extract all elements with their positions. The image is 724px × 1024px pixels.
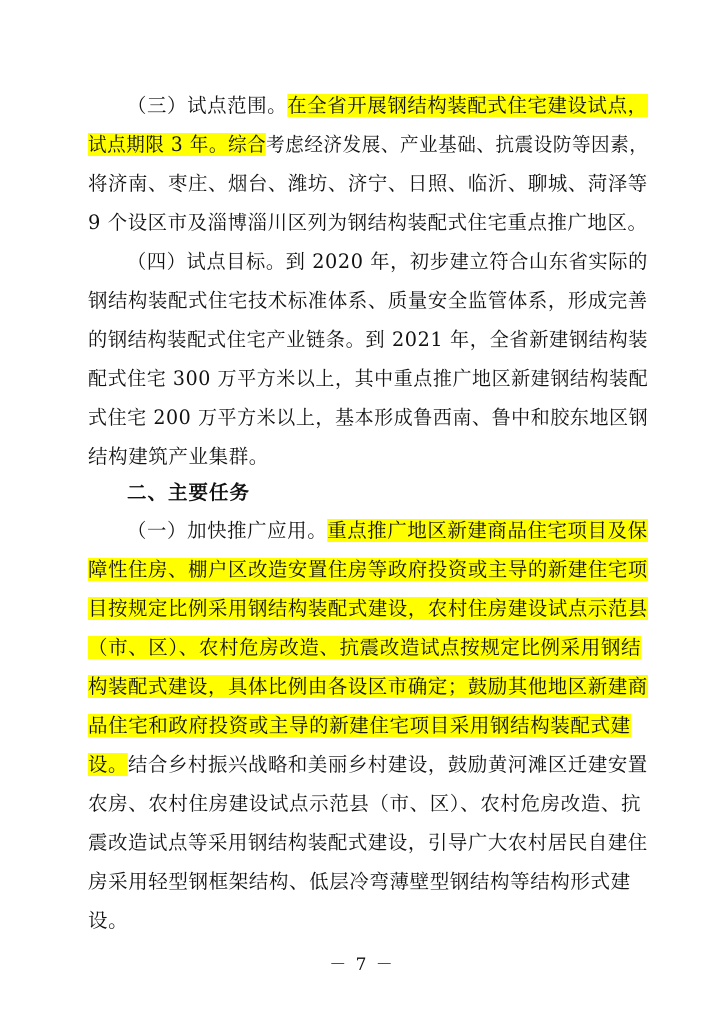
text-segment: 房采用轻型钢框架结构、低层冷弯薄壁型钢结构等结构形式建 — [88, 870, 631, 893]
text-segment: 震改造试点等采用钢结构装配式建设，引导广大农村居民自建住 — [88, 831, 648, 854]
highlighted-text: 在全省开展钢结构装配式住宅建设试点， — [287, 94, 648, 117]
text-segment: 配式住宅 300 万平方米以上，其中重点推广地区新建钢结构装配 — [88, 367, 649, 390]
paragraph-2-line-2 — [88, 288, 648, 314]
paragraph-2-line-4 — [88, 366, 649, 392]
text-segment: 9 个设区市及淄博淄川区列为钢结构装配式住宅重点推广地区。 — [88, 211, 648, 234]
text-segment: 将济南、枣庄、烟台、潍坊、济宁、日照、临沂、聊城、菏泽等 — [88, 172, 648, 195]
text-segment: 结合乡村振兴战略和美丽乡村建设，鼓励黄河滩区迁建安置 — [127, 753, 648, 776]
text-segment: 结构建筑产业集群。 — [88, 445, 269, 468]
paragraph-1-line-1 — [127, 93, 646, 119]
text-segment: 农房、农村住房建设试点示范县（市、区）、农村危房改造、抗 — [88, 792, 642, 815]
paragraph-2-line-5 — [88, 405, 649, 431]
paragraph-1-line-3 — [88, 171, 648, 197]
paragraph-3-line-6 — [88, 713, 648, 739]
paragraph-3-line-7 — [88, 752, 648, 778]
highlighted-text: 障性住房、棚户区改造安置住房等政府投资或主导的新建住宅项 — [88, 558, 648, 581]
paragraph-2-line-6 — [88, 444, 648, 470]
paragraph-3-line-8 — [88, 791, 648, 817]
highlighted-text: 构装配式建设，具体比例由各设区市确定；鼓励其他地区新建商 — [88, 675, 648, 698]
highlighted-text: （市、区）、农村危房改造、抗震改造试点按规定比例采用钢结 — [88, 636, 642, 659]
paragraph-1-line-2 — [88, 132, 649, 158]
paragraph-2-line-3 — [88, 327, 649, 353]
paragraph-3-line-3 — [88, 596, 648, 622]
highlighted-text: 品住宅和政府投资或主导的新建住宅项目采用钢结构装配式建 — [88, 714, 631, 737]
paragraph-3-line-2 — [88, 557, 648, 583]
paragraph-3-line-9 — [88, 830, 648, 856]
text-segment: 式住宅 200 万平方米以上，基本形成鲁西南、鲁中和胶东地区钢 — [88, 406, 649, 429]
paragraph-2-line-1 — [127, 249, 648, 275]
highlighted-text: 设。 — [88, 753, 128, 776]
paragraph-3-line-4 — [88, 635, 648, 661]
text-segment: 考虑经济发展、产业基础、抗震设防等因素， — [266, 133, 649, 156]
paragraph-3-line-11 — [88, 908, 648, 934]
section-heading: 二、主要任务 — [127, 481, 251, 504]
text-segment: （四）试点目标。到 2020 年，初步建立符合山东省实际的 — [127, 250, 648, 273]
paragraph-1-line-4 — [88, 210, 648, 236]
highlighted-text: 目按规定比例采用钢结构装配式建设，农村住房建设试点示范县 — [88, 597, 648, 620]
text-segment: 的钢结构装配式住宅产业链条。到 2021 年，全省新建钢结构装 — [88, 328, 649, 351]
page-number: － 7 － — [329, 955, 395, 975]
paragraph-3-line-1 — [127, 518, 646, 544]
highlighted-text: 试点期限 3 年。综合 — [88, 133, 267, 156]
text-segment: 钢结构装配式住宅技术标准体系、质量安全监管体系，形成完善 — [88, 289, 648, 312]
text-segment: （一）加快推广应用。 — [127, 519, 328, 542]
paragraph-3-line-5 — [88, 674, 648, 700]
paragraph-3-line-10 — [88, 869, 648, 895]
highlighted-text: 重点推广地区新建商品住宅项目及保 — [327, 519, 648, 542]
text-segment: （三）试点范围。 — [127, 94, 288, 117]
text-segment: 设。 — [88, 909, 129, 932]
